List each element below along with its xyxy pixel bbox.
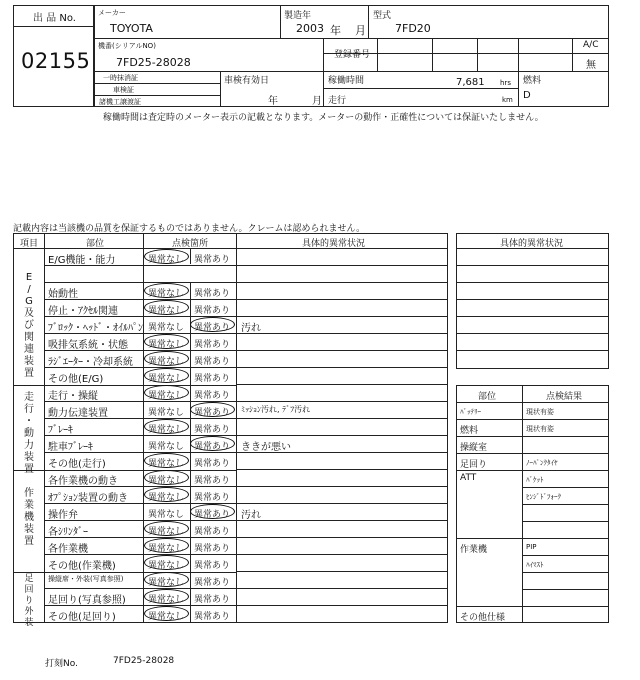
quality-disclaimer: 記載内容は当該機の品質を保証するものではありません。クレームは認められません。 — [13, 224, 366, 234]
hours-label: 稼働時間 — [328, 76, 365, 86]
row-part-label: 各作業機 — [48, 544, 88, 555]
abnormal-option[interactable]: 異常あり — [194, 306, 231, 316]
work-value-2: ﾊｲﾏｽﾄ — [526, 561, 544, 569]
row-part-label: その他(走行) — [48, 459, 106, 470]
results-fuel-value: 現状有姿 — [526, 425, 554, 433]
abnormal-option[interactable]: 異常あり — [194, 425, 231, 435]
abnormal-option[interactable]: 異常あり — [194, 391, 231, 401]
normal-option[interactable]: 異常なし — [148, 425, 185, 435]
temp-license-label: 一時抹消証 — [103, 74, 138, 82]
row-part-label: その他(作業機) — [48, 561, 116, 572]
normal-option[interactable]: 異常なし — [148, 595, 185, 605]
abnormal-option[interactable]: 異常あり — [194, 612, 231, 622]
normal-option[interactable]: 異常なし — [148, 544, 185, 554]
normal-option[interactable]: 異常なし — [148, 561, 185, 571]
group-work-label: 作 業 機 装 置 — [24, 488, 34, 547]
expiry-year-unit: 年 — [268, 96, 278, 107]
abnormal-option[interactable]: 異常あり — [194, 442, 231, 452]
normal-option[interactable]: 異常なし — [148, 476, 185, 486]
registration-label: 登録番号 — [334, 50, 371, 60]
row-part-label: ﾗｼﾞｴｰﾀｰ・冷却系統 — [48, 357, 133, 368]
stamp-value: 7FD25-28028 — [113, 656, 175, 666]
col-item-header: 項目 — [20, 239, 39, 249]
abnormal-option[interactable]: 異常あり — [194, 340, 231, 350]
normal-option[interactable]: 異常なし — [148, 612, 185, 622]
year-unit: 年 — [330, 24, 341, 37]
abnormal-option[interactable]: 異常あり — [194, 459, 231, 469]
row-detail-text: 汚れ — [241, 323, 261, 334]
att-value-1: ﾊﾞｹｯﾄ — [526, 476, 544, 484]
hours-value: 7,681 — [456, 77, 485, 88]
model-label: 型式 — [373, 11, 392, 21]
km-unit: km — [502, 96, 513, 104]
abnormal-option[interactable]: 異常あり — [194, 527, 231, 537]
abnormal-option[interactable]: 異常あり — [194, 595, 231, 605]
results-result-header: 点検結果 — [546, 392, 583, 402]
right-detail-table — [456, 233, 609, 369]
battery-value: 現状有姿 — [526, 408, 554, 416]
row-part-label: ﾌﾞﾛｯｸ・ﾍｯﾄﾞ・ｵｲﾙﾊﾟﾝ — [48, 323, 143, 334]
lot-label: 出 品 No. — [33, 13, 76, 24]
stamp-label: 打刻No. — [45, 659, 78, 669]
cabin-label: 操縦室 — [460, 443, 488, 453]
hours-disclaimer: 稼働時間は査定時のメーター表示の記載となります。メーターの動作・正確性については保証いたしません。 — [103, 113, 544, 123]
battery-label: ﾊﾞｯﾃﾘｰ — [460, 408, 481, 416]
row-part-label: その他(足回り) — [48, 612, 116, 623]
abnormal-option[interactable]: 異常あり — [194, 493, 231, 503]
work-value-1: PIP — [526, 543, 537, 551]
abnormal-option[interactable]: 異常あり — [194, 289, 231, 299]
normal-option[interactable]: 異常なし — [148, 374, 185, 384]
col-part-header: 部位 — [86, 239, 105, 249]
abnormal-option[interactable]: 異常あり — [194, 374, 231, 384]
row-detail-text: ききが悪い — [241, 442, 291, 453]
other-spec-label: その他仕様 — [460, 613, 506, 623]
undercarriage-label: 足回り — [460, 460, 488, 470]
normal-option[interactable]: 異常なし — [148, 306, 185, 316]
normal-option[interactable]: 異常なし — [148, 289, 185, 299]
group-engine-label: E / G 及 び 関 連 装 置 — [24, 272, 34, 379]
row-part-label: 各作業機の動き — [48, 476, 118, 487]
abnormal-option[interactable]: 異常あり — [194, 408, 231, 418]
lot-number: 02155 — [21, 49, 91, 73]
abnormal-option[interactable]: 異常あり — [194, 561, 231, 571]
expiry-month-unit: 月 — [312, 96, 322, 107]
abnormal-option[interactable]: 異常あり — [194, 510, 231, 520]
normal-option[interactable]: 異常なし — [148, 323, 185, 333]
row-part-label: 操作弁 — [48, 510, 78, 521]
row-part-label: 停止・ｱｸｾﾙ関連 — [48, 306, 118, 317]
mileage-label: 走行 — [328, 96, 347, 106]
normal-option[interactable]: 異常なし — [148, 357, 185, 367]
row-part-label: その他(E/G) — [48, 374, 104, 385]
row-part-label: ﾌﾞﾚｰｷ — [48, 425, 73, 436]
maker-label: メーカー — [98, 9, 126, 17]
row-part-label: 走行・操縦 — [48, 391, 98, 402]
maker-value: TOYOTA — [110, 22, 153, 35]
att-value-2: ﾋﾝｼﾞﾄﾞﾌｫｰｸ — [526, 493, 561, 501]
row-part-label: 動力伝達装置 — [48, 408, 108, 419]
normal-option[interactable]: 異常なし — [148, 442, 185, 452]
inspection-cert-label: 車検証 — [113, 86, 134, 94]
abnormal-option[interactable]: 異常あり — [194, 323, 231, 333]
results-part-header: 部位 — [478, 392, 497, 402]
col-detail-header: 具体的異常状況 — [302, 239, 366, 249]
normal-option[interactable]: 異常なし — [148, 408, 185, 418]
abnormal-option[interactable]: 異常あり — [194, 357, 231, 367]
normal-option[interactable]: 異常なし — [148, 459, 185, 469]
row-detail-text: ﾐｯｼｮﾝ汚れ, ﾃﾞﾌ汚れ — [241, 405, 311, 414]
normal-option[interactable]: 異常なし — [148, 340, 185, 350]
hours-unit: hrs — [500, 79, 511, 87]
row-part-label: 吸排気系統・状態 — [48, 340, 128, 351]
inspection-expiry-label: 車検有効日 — [224, 76, 270, 86]
row-part-label: 駐車ﾌﾞﾚｰｷ — [48, 442, 93, 453]
abnormal-option[interactable]: 異常あり — [194, 544, 231, 554]
normal-option[interactable]: 異常なし — [148, 578, 185, 588]
month-unit: 月 — [355, 24, 366, 37]
row-part-label: ｵﾌﾟｼｮﾝ装置の動き — [48, 493, 128, 504]
serial-value: 7FD25-28028 — [116, 56, 191, 69]
row-detail-text: 汚れ — [241, 510, 261, 521]
abnormal-option[interactable]: 異常あり — [194, 476, 231, 486]
fuel-label: 燃料 — [523, 76, 542, 86]
abnormal-option[interactable]: 異常あり — [194, 255, 231, 265]
normal-option[interactable]: 異常なし — [148, 493, 185, 503]
normal-option[interactable]: 異常なし — [148, 527, 185, 537]
col-check-header: 点検箇所 — [172, 239, 209, 249]
row-part-label: 足回り(写真参照) — [48, 595, 126, 606]
group-underbody-label: 足 回 り 外 装 — [24, 574, 34, 628]
sign-cert-label: 諸機工譲渡証 — [99, 98, 141, 106]
year-label: 製造年 — [284, 11, 312, 21]
row-part-label: 始動性 — [48, 289, 78, 300]
att-label: ATT — [460, 473, 477, 483]
year-value: 2003 — [296, 22, 324, 35]
serial-label: 機番(シリアルNO) — [98, 42, 156, 50]
row-part-label: 操縦席・外装(写真参照) — [48, 575, 124, 583]
undercarriage-value: ﾉｰﾊﾟﾝｸﾀｲﾔ — [526, 459, 558, 467]
model-value: 7FD20 — [395, 22, 431, 35]
row-part-label: 各ｼﾘﾝﾀﾞｰ — [48, 527, 88, 538]
normal-option[interactable]: 異常なし — [148, 255, 185, 265]
fuel-value: D — [523, 90, 531, 101]
right-detail-header: 具体的異常状況 — [500, 239, 564, 249]
group-drive-label: 走 行 ・ 動 力 装 置 — [24, 392, 34, 475]
ac-value: 無 — [586, 60, 596, 71]
work-label: 作業機 — [460, 545, 488, 555]
results-fuel-label: 燃料 — [460, 426, 479, 436]
ac-label: A/C — [583, 40, 599, 50]
normal-option[interactable]: 異常なし — [148, 510, 185, 520]
abnormal-option[interactable]: 異常あり — [194, 578, 231, 588]
normal-option[interactable]: 異常なし — [148, 391, 185, 401]
row-part-label: E/G機能・能力 — [48, 255, 116, 266]
